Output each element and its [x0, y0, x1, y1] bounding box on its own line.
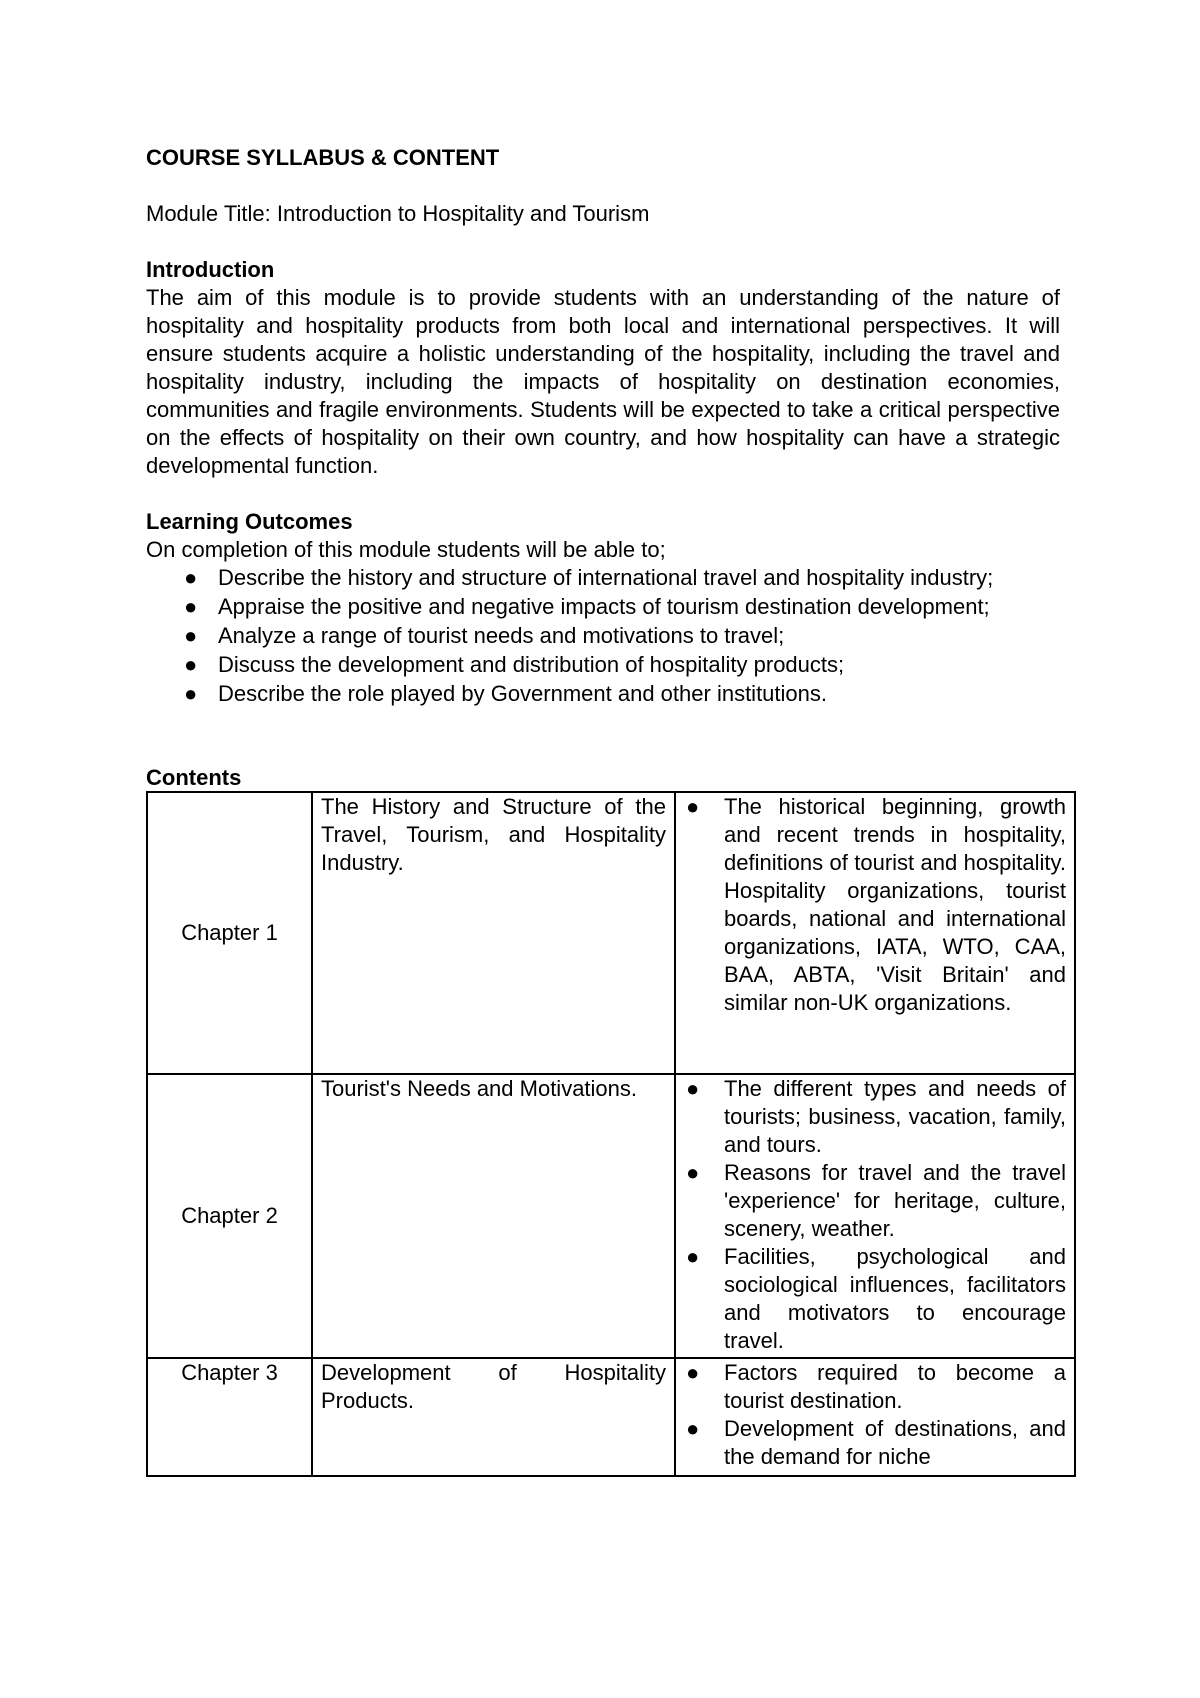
detail-text: The different types and needs of tourists; business, vacation, family, and tours. [724, 1076, 1066, 1157]
learning-outcome-text: Describe the history and structure of international travel and hospitality industry; [218, 565, 994, 590]
table-row [147, 1358, 1075, 1476]
topic-cell: Development of Hospitality Products. [312, 1358, 675, 1476]
detail-text: Reasons for travel and the travel 'experience' for heritage, culture, scenery, weather. [724, 1160, 1066, 1241]
bullet-icon: ● [686, 794, 700, 819]
list-item [146, 680, 1060, 708]
bullet-icon: ● [686, 1244, 700, 1269]
list-item [146, 593, 1060, 621]
module-title: Module Title: Introduction to Hospitality and Tourism [146, 201, 650, 226]
detail-text: Factors required to become a tourist destination. [724, 1360, 1066, 1413]
learning-outcomes-heading: Learning Outcomes [146, 509, 353, 534]
contents-heading: Contents [146, 765, 242, 790]
chapter-cell: Chapter 2 [147, 1074, 312, 1358]
details-cell [675, 792, 1075, 1074]
learning-outcome-text: Describe the role played by Government and other institutions. [218, 681, 827, 706]
bullet-icon: ● [686, 1360, 700, 1385]
details-cell [675, 1358, 1075, 1476]
introduction-heading: Introduction [146, 257, 275, 282]
chapter-cell: Chapter 3 [147, 1358, 312, 1476]
learning-outcome-text: Appraise the positive and negative impacts of tourism destination development; [218, 594, 990, 619]
list-item [684, 793, 1066, 1017]
introduction-body: The aim of this module is to provide students with an understanding of the nature of hospitality and hospitality products from both local and international perspectives. It will ensure students acquire a holistic understanding of the hospitality, including the travel and hospitality industry, including the impacts of hospitality on destination economies, communities and fragile environments. Students will be expected to take a critical perspective on the effects of hospitality on their own country, and how hospitality can have a strategic developmental function. [146, 285, 1060, 478]
chapter-cell: Chapter 1 [147, 792, 312, 1074]
topic-cell: The History and Structure of the Travel, Tourism, and Hospitality Industry. [312, 792, 675, 1074]
details-list [684, 1359, 1066, 1471]
list-item [684, 1159, 1066, 1243]
list-item [146, 651, 1060, 679]
details-list [684, 1075, 1066, 1355]
bullet-icon: ● [686, 1076, 700, 1101]
list-item [146, 564, 1060, 592]
learning-outcome-text: Discuss the development and distribution of hospitality products; [218, 652, 845, 677]
detail-text: The historical beginning, growth and recent trends in hospitality, definitions of tourist and hospitality. Hospitality organizations, tourist boards, national and international organizations, IATA, WTO, CAA, BAA, ABTA, 'Visit Britain' and similar non-UK organizations. [724, 794, 1066, 1015]
table-row [147, 792, 1075, 1074]
list-item [684, 1243, 1066, 1355]
detail-text: Facilities, psychological and sociological influences, facilitators and motivators to encourage travel. [724, 1244, 1066, 1353]
contents-table [146, 791, 1076, 1477]
table-row [147, 1074, 1075, 1358]
bullet-icon: ● [184, 565, 198, 590]
list-item [684, 1359, 1066, 1415]
list-item [146, 622, 1060, 650]
topic-cell: Tourist's Needs and Motivations. [312, 1074, 675, 1358]
learning-outcome-text: Analyze a range of tourist needs and motivations to travel; [218, 623, 785, 648]
details-cell [675, 1074, 1075, 1358]
bullet-icon: ● [184, 652, 198, 677]
document-title: COURSE SYLLABUS & CONTENT [146, 145, 500, 170]
bullet-icon: ● [686, 1160, 700, 1185]
details-list [684, 793, 1066, 1017]
bullet-icon: ● [686, 1416, 700, 1441]
bullet-icon: ● [184, 623, 198, 648]
list-item [684, 1415, 1066, 1471]
learning-outcomes-list [146, 564, 1060, 708]
detail-text: Development of destinations, and the demand for niche [724, 1416, 1066, 1469]
learning-outcomes-intro: On completion of this module students will be able to; [146, 537, 666, 562]
bullet-icon: ● [184, 681, 198, 706]
list-item [684, 1075, 1066, 1159]
document-page [146, 144, 1066, 1477]
bullet-icon: ● [184, 594, 198, 619]
